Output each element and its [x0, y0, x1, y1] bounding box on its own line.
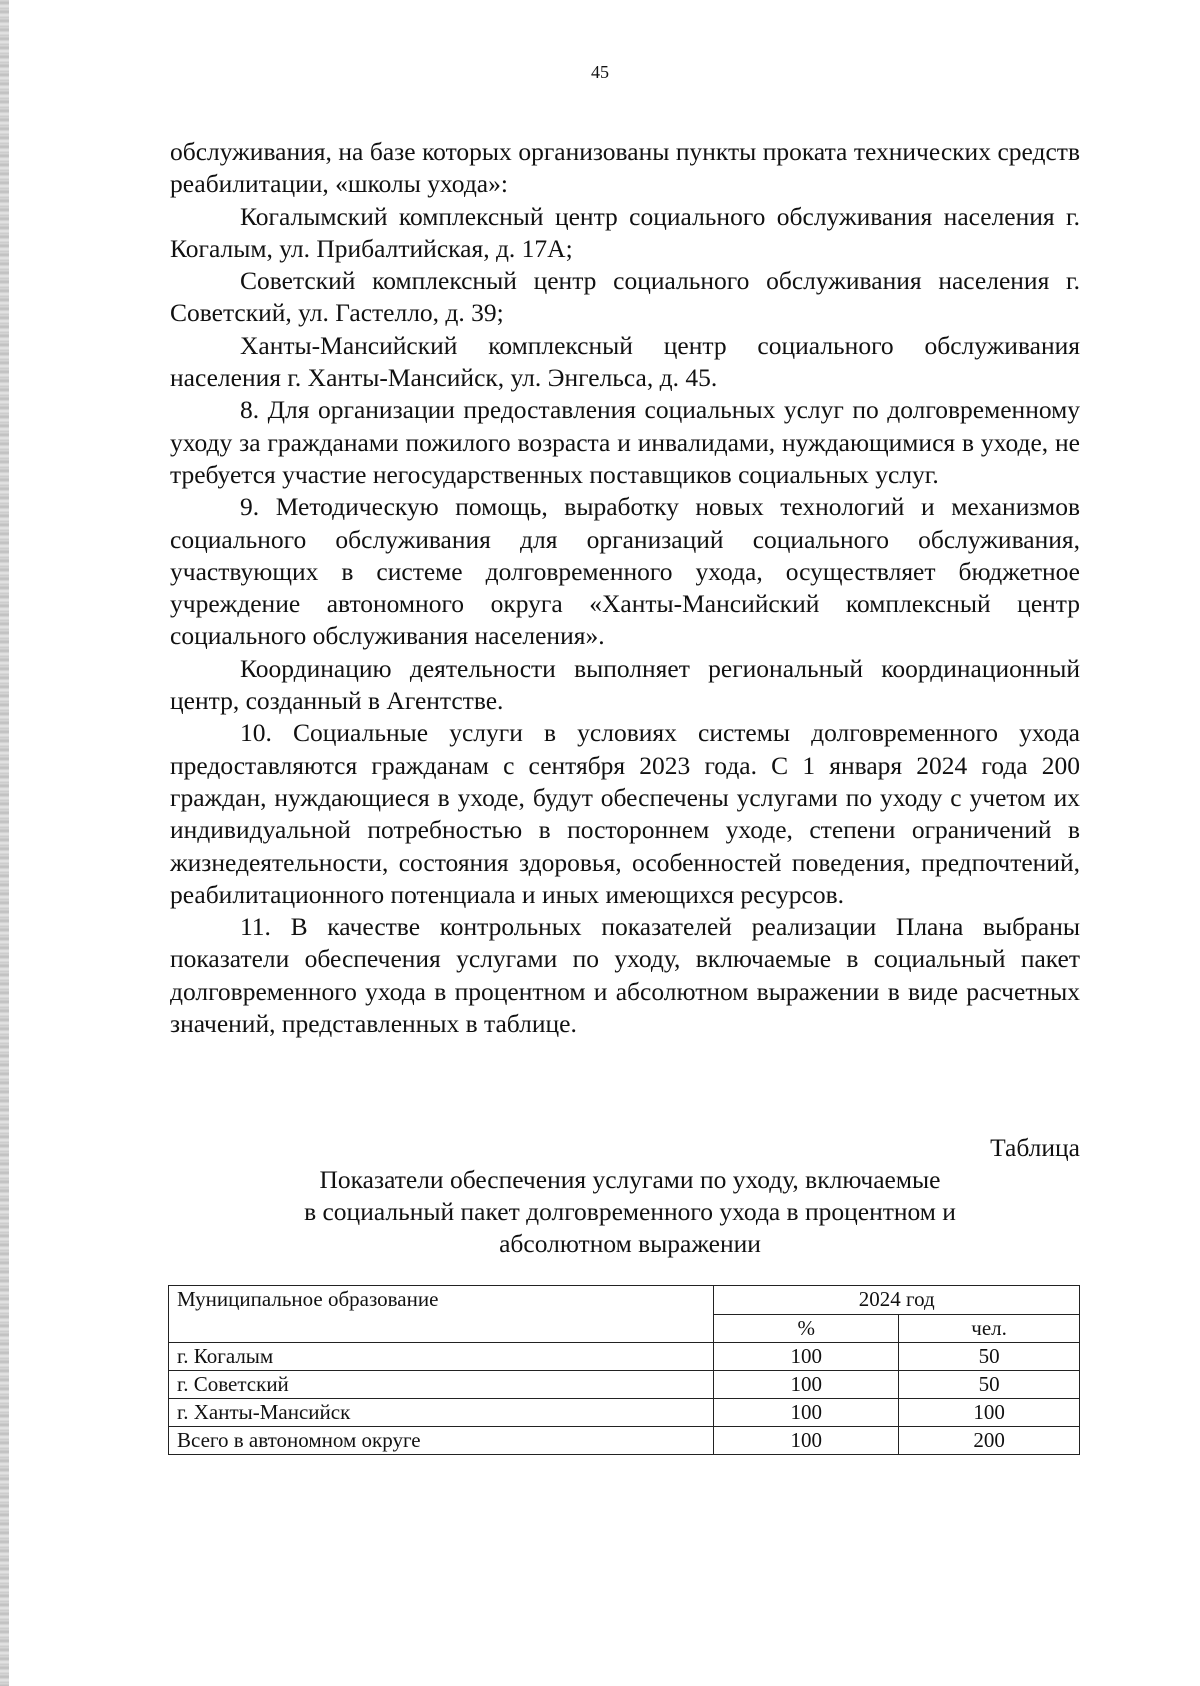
paragraph: обслуживания, на базе которых организованы пункты проката технических средств реабилитации, «школы ухода»:	[170, 137, 1080, 199]
page-number: 45	[591, 62, 609, 82]
table-row	[169, 1371, 1080, 1399]
paragraph: Советский комплексный центр социального обслуживания населения г. Советский, ул. Гастелло, д. 39;	[170, 266, 1080, 328]
table-title-line: абсолютном выражении	[499, 1229, 761, 1258]
paragraph: Координацию деятельности выполняет региональный координационный центр, созданный в Агентстве.	[170, 653, 1080, 716]
row-name: г. Ханты-Мансийск	[169, 1399, 714, 1427]
scan-edge	[0, 0, 9, 1686]
row-name: Всего в автономном округе	[169, 1427, 714, 1455]
table-row	[169, 1399, 1080, 1427]
paragraph: 10. Социальные услуги в условиях системы долговременного ухода предоставляются гражданам с сентября 2023 года. С 1 января 2024 года 200 граждан, нуждающиеся в уходе, будут обеспечены услугами по уходу с учетом их индивидуальной потребностью в постороннем уходе, степени ограничений в жизнедеятельности, состояния здоровья, особенностей поведения, предпочтений, реабилитационного потенциала и иных имеющихся ресурсов.	[170, 718, 1080, 909]
table-row	[169, 1343, 1080, 1371]
header-municipality: Муниципальное образование	[169, 1286, 714, 1343]
table-row-total	[169, 1427, 1080, 1455]
table-label: Таблица	[990, 1133, 1080, 1162]
table-title-line: в социальный пакет долговременного ухода в процентном и	[304, 1197, 956, 1226]
paragraph: 11. В качестве контрольных показателей реализации Плана выбраны показатели обеспечения услугами по уходу, включаемые в социальный пакет долговременного ухода в процентном и абсолютном выражении в виде расчетных значений, представленных в таблице.	[170, 912, 1080, 1039]
paragraph: 9. Методическую помощь, выработку новых технологий и механизмов социального обслуживания для организаций социального обслуживания, участвующих в системе долговременного ухода, осуществляет бюджетное учреждение автономного округа «Ханты-Мансийский комплексный центр социального обслуживания населения».	[170, 492, 1080, 651]
row-percent: 100	[714, 1343, 899, 1371]
table-title-line: Показатели обеспечения услугами по уходу, включаемые	[319, 1165, 941, 1194]
row-persons: 100	[899, 1399, 1080, 1427]
paragraph: 8. Для организации предоставления социальных услуг по долговременному уходу за гражданами пожилого возраста и инвалидами, нуждающимися в уходе, не требуется участие негосударственных поставщиков социальных услуг.	[170, 395, 1080, 489]
body-text	[170, 136, 1080, 1040]
row-percent: 100	[714, 1371, 899, 1399]
row-percent: 100	[714, 1427, 899, 1455]
row-percent: 100	[714, 1399, 899, 1427]
table-header-row	[169, 1286, 1080, 1315]
row-persons: 50	[899, 1343, 1080, 1371]
row-name: г. Советский	[169, 1371, 714, 1399]
indicators-table	[168, 1285, 1080, 1455]
table-title	[280, 1164, 980, 1260]
row-name: г. Когалым	[169, 1343, 714, 1371]
header-year: 2024 год	[714, 1286, 1080, 1315]
row-persons: 200	[899, 1427, 1080, 1455]
paragraph: Ханты-Мансийский комплексный центр социального обслуживания населения г. Ханты-Мансийск, ул. Энгельса, д. 45.	[170, 330, 1080, 393]
header-percent: %	[714, 1315, 899, 1343]
paragraph: Когалымский комплексный центр социального обслуживания населения г. Когалым, ул. Прибалтийская, д. 17А;	[170, 201, 1080, 263]
row-persons: 50	[899, 1371, 1080, 1399]
header-persons: чел.	[899, 1315, 1080, 1343]
